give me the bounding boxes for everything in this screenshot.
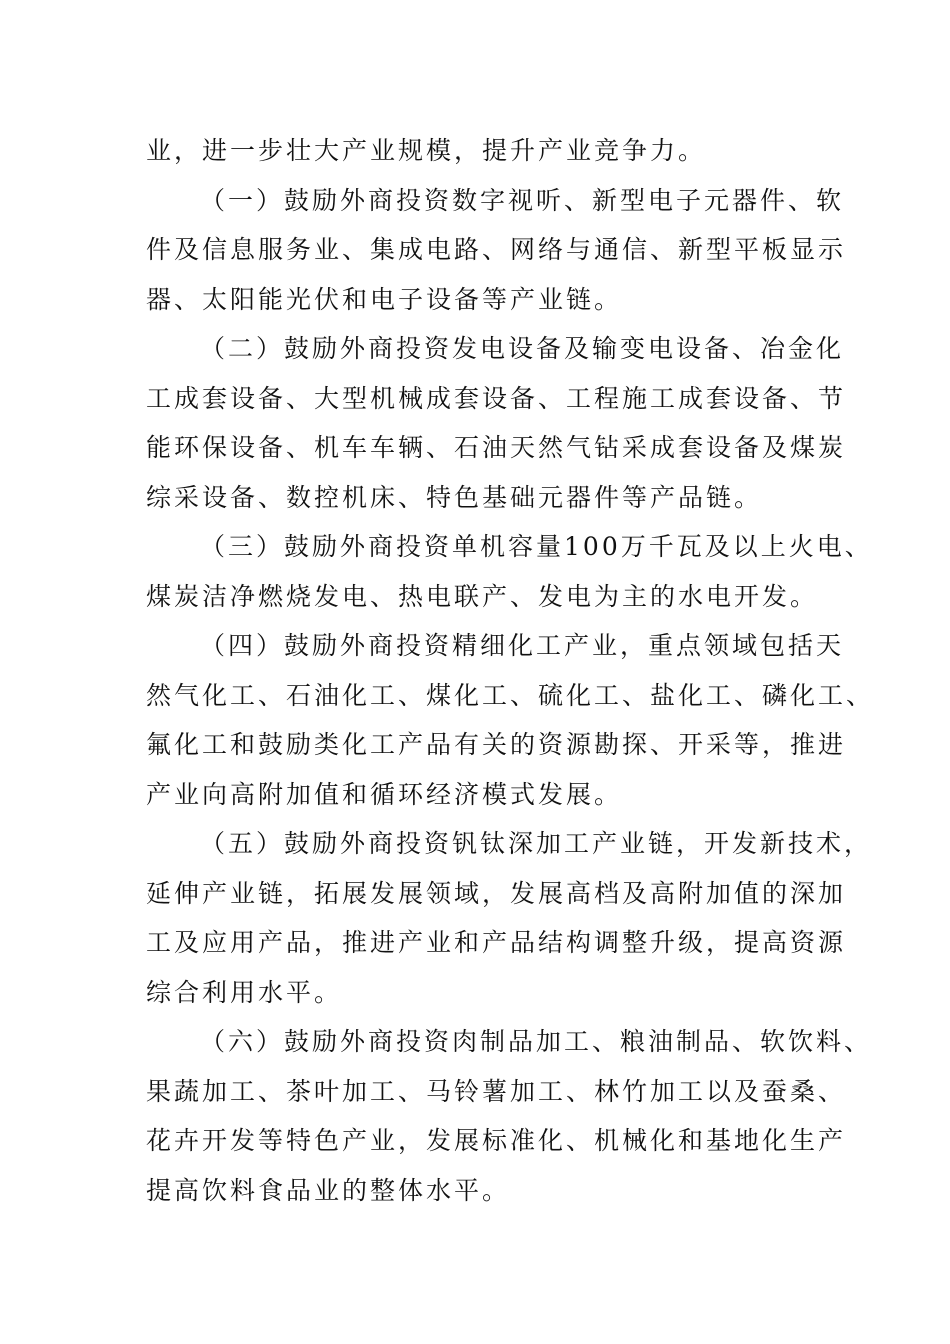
text-line: 产业向高附加值和循环经济模式发展。 [146, 779, 623, 809]
text-line: 延伸产业链，拓展发展领域，发展高档及高附加值的深加 [146, 878, 847, 908]
document-body [146, 126, 875, 1215]
paragraph-first-line: （六）鼓励外商投资肉制品加工、粮油制品、软饮料、 [200, 1027, 873, 1056]
paragraph-first-line: （一）鼓励外商投资数字视听、新型电子元器件、软 [200, 185, 845, 215]
text-line: 工成套设备、大型机械成套设备、工程施工成套设备、节 [146, 383, 847, 413]
text-line: 氟化工和鼓励类化工产品有关的资源勘探、开采等，推进 [146, 730, 847, 759]
paragraph-first-line: （三）鼓励外商投资单机容量100万千瓦及以上火电、 [200, 532, 873, 561]
text-line: 能环保设备、机车车辆、石油天然气钻采成套设备及煤炭 [146, 433, 847, 462]
paragraph-first-line: （五）鼓励外商投资钒钛深加工产业链，开发新技术， [200, 829, 873, 858]
text-line: 工及应用产品，推进产业和产品结构调整升级，提高资源 [146, 928, 847, 957]
text-line: 业，进一步壮大产业规模，提升产业竞争力。 [146, 136, 707, 165]
text-line: 煤炭洁净燃烧发电、热电联产、发电为主的水电开发。 [146, 581, 819, 611]
text-line: 花卉开发等特色产业，发展标准化、机械化和基地化生产 [146, 1126, 847, 1155]
text-line: 器、太阳能光伏和电子设备等产业链。 [146, 284, 623, 314]
text-line: 综采设备、数控机床、特色基础元器件等产品链。 [146, 482, 763, 512]
text-line: 综合利用水平。 [146, 977, 343, 1007]
paragraph-first-line: （四）鼓励外商投资精细化工产业，重点领域包括天 [200, 631, 845, 660]
text-line: 果蔬加工、茶叶加工、马铃薯加工、林竹加工以及蚕桑、 [146, 1076, 847, 1106]
text-line: 然气化工、石油化工、煤化工、硫化工、盐化工、磷化工、 [146, 680, 875, 710]
paragraph-first-line: （二）鼓励外商投资发电设备及输变电设备、冶金化 [200, 334, 845, 363]
text-line: 提高饮料食品业的整体水平。 [146, 1175, 511, 1205]
text-line: 件及信息服务业、集成电路、网络与通信、新型平板显示 [146, 235, 847, 264]
